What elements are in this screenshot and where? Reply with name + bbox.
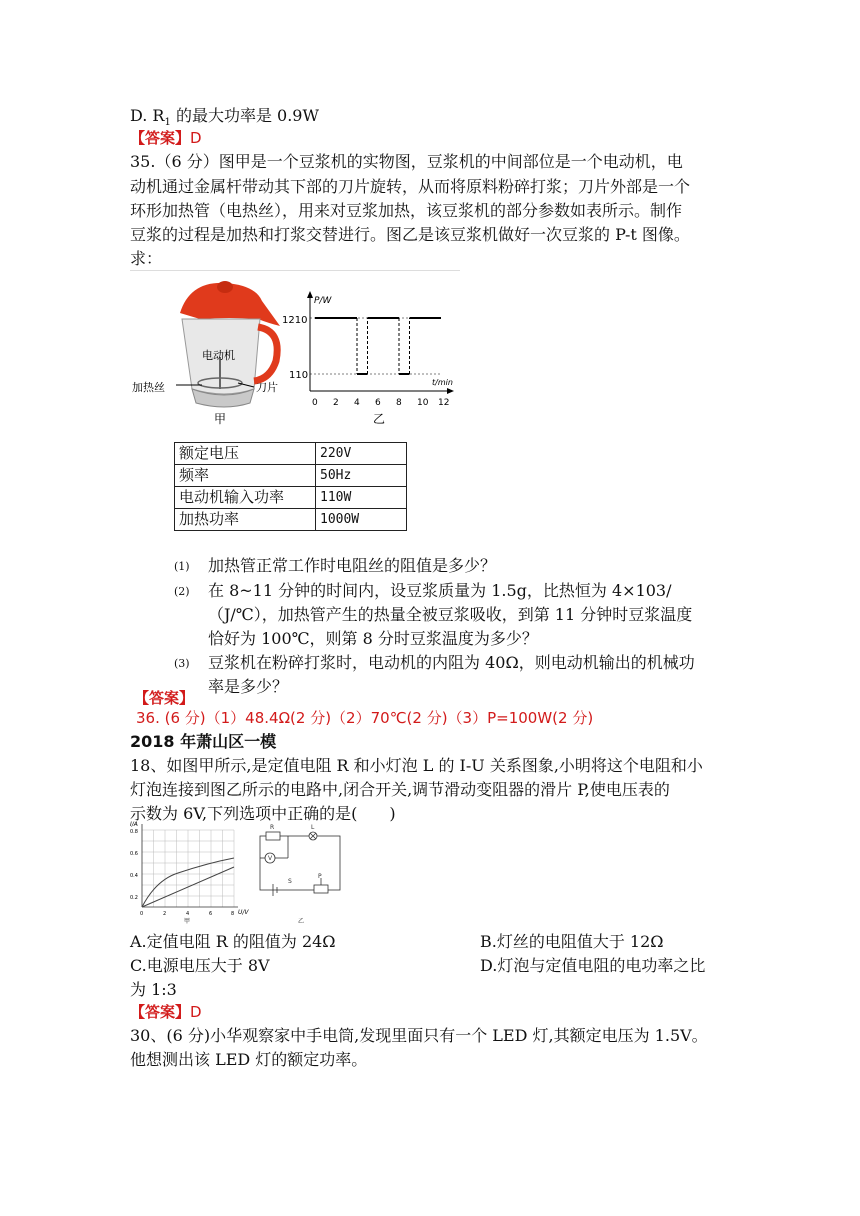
option-d: D.灯泡与定值电阻的电功率之比 bbox=[480, 956, 706, 975]
figure2-svg bbox=[128, 818, 358, 926]
parameter-row bbox=[175, 465, 407, 487]
sub-num-1: (1) bbox=[174, 560, 190, 573]
q35-line-1: 35.（6 分）图甲是一个豆浆机的实物图，豆浆机的中间部位是一个电动机，电 bbox=[130, 152, 683, 171]
answer-1: 【答案】D bbox=[130, 129, 202, 147]
section-heading: 2018 年萧山区一模 bbox=[130, 732, 277, 751]
circuit-diagram bbox=[260, 832, 340, 896]
x-tick-label: 12 bbox=[438, 398, 450, 408]
label-blade: 刀片 bbox=[256, 381, 278, 394]
iu-graph bbox=[130, 821, 249, 925]
y-tick-1210: 1210 bbox=[282, 315, 308, 326]
svg-text:0.2: 0.2 bbox=[130, 895, 138, 901]
y-tick-110: 110 bbox=[289, 370, 309, 381]
parameter-name: 额定电压 bbox=[175, 443, 316, 465]
caption-yi-2: 乙 bbox=[298, 918, 305, 925]
x-tick-label: 6 bbox=[375, 398, 381, 408]
option-c: C.电源电压大于 8V bbox=[130, 956, 270, 975]
sub-num-2: (2) bbox=[174, 585, 190, 598]
x-tick-label: 10 bbox=[417, 398, 429, 408]
parameter-value: 110W bbox=[316, 487, 407, 509]
sub-question-3a: 豆浆机在粉碎打浆时，电动机的内阻为 40Ω，则电动机输出的机械功 bbox=[208, 653, 695, 672]
caption-yi: 乙 bbox=[373, 412, 386, 426]
figure1-svg bbox=[130, 271, 460, 431]
figure-soymilk-machine bbox=[130, 270, 460, 431]
figure-iu-circuit bbox=[128, 818, 358, 926]
q30-line-2: 他想测出该 LED 灯的额定功率。 bbox=[130, 1050, 368, 1069]
q18-line-2: 灯泡连接到图乙所示的电路中,闭合开关,调节滑动变阻器的滑片 P,使电压表的 bbox=[130, 780, 670, 799]
svg-text:2: 2 bbox=[163, 911, 167, 917]
svg-text:8: 8 bbox=[231, 911, 235, 917]
soymilk-machine-illustration bbox=[132, 281, 280, 426]
y-axis-label: P/W bbox=[314, 296, 332, 306]
parameter-row bbox=[175, 443, 407, 465]
label-motor: 电动机 bbox=[202, 349, 235, 362]
svg-text:0: 0 bbox=[140, 911, 144, 917]
x-tick-label: 4 bbox=[354, 398, 360, 408]
svg-text:0.4: 0.4 bbox=[130, 873, 138, 879]
q35-line-5: 求： bbox=[130, 249, 163, 268]
svg-text:P: P bbox=[318, 873, 322, 880]
option-d-cont: 为 1:3 bbox=[130, 980, 177, 999]
svg-text:0.6: 0.6 bbox=[130, 851, 138, 857]
svg-text:V: V bbox=[268, 855, 273, 862]
q35-line-2: 动机通过金属杆带动其下部的刀片旋转，从而将原料粉碎打浆；刀片外部是一个 bbox=[130, 177, 691, 196]
svg-text:L: L bbox=[311, 824, 315, 831]
parameter-row bbox=[175, 509, 407, 531]
svg-text:6: 6 bbox=[209, 911, 213, 917]
parameter-row bbox=[175, 487, 407, 509]
sub-question-2b: （J/℃），加热管产生的热量全被豆浆吸收，到第 11 分钟时豆浆温度 bbox=[208, 605, 693, 624]
x-axis-label: t/min bbox=[432, 378, 453, 387]
sub-question-2c: 恰好为 100℃，则第 8 分时豆浆温度为多少？ bbox=[208, 629, 538, 648]
parameter-value: 50Hz bbox=[316, 465, 407, 487]
q30-line-1: 30、(6 分)小华观察家中手电筒,发现里面只有一个 LED 灯,其额定电压为 1.5V。 bbox=[130, 1026, 708, 1045]
x-tick-label: 8 bbox=[396, 398, 402, 408]
sub-question-3b: 率是多少？ bbox=[208, 677, 289, 696]
q18-line-1: 18、如图甲所示,是定值电阻 R 和小灯泡 L 的 I-U 关系图象,小明将这个电阻和小 bbox=[130, 756, 703, 775]
answer-3: 【答案】D bbox=[130, 1003, 202, 1021]
sub-num-3: (3) bbox=[174, 657, 190, 670]
parameter-name: 频率 bbox=[175, 465, 316, 487]
parameter-name: 电动机输入功率 bbox=[175, 487, 316, 509]
x-tick-label: 0 bbox=[312, 398, 318, 408]
parameter-value: 220V bbox=[316, 443, 407, 465]
svg-text:R: R bbox=[270, 824, 275, 831]
option-b: B.灯丝的电阻值大于 12Ω bbox=[480, 932, 664, 951]
parameter-name: 加热功率 bbox=[175, 509, 316, 531]
caption-jia-2: 甲 bbox=[184, 918, 191, 925]
sub-question-2a: 在 8~11 分钟的时间内，设豆浆质量为 1.5g，比热恒为 4×103/ bbox=[208, 581, 672, 600]
svg-text:S: S bbox=[288, 878, 292, 885]
caption-jia: 甲 bbox=[214, 412, 227, 426]
svg-text:0.8: 0.8 bbox=[130, 829, 138, 835]
power-time-chart bbox=[282, 291, 454, 426]
q35-line-3: 环形加热管（电热丝），用来对豆浆加热，该豆浆机的部分参数如表所示。制作 bbox=[130, 201, 683, 220]
q18-line-3: 示数为 6V,下列选项中正确的是( ) bbox=[130, 804, 396, 823]
answer-2-label: 【答案】 bbox=[134, 689, 195, 707]
option-d-line: D. $R_1$ 的最大功率是 0.9W bbox=[130, 106, 319, 129]
parameter-table bbox=[174, 442, 407, 531]
svg-text:4: 4 bbox=[186, 911, 190, 917]
label-heater: 加热丝 bbox=[132, 381, 165, 394]
iu-x-label: U/V bbox=[238, 909, 249, 916]
option-a: A.定值电阻 R 的阻值为 24Ω bbox=[130, 932, 336, 951]
sub-question-1: 加热管正常工作时电阻丝的阻值是多少？ bbox=[208, 556, 497, 575]
parameter-value: 1000W bbox=[316, 509, 407, 531]
iu-y-label: I/A bbox=[130, 821, 138, 828]
answer-2-value: 36. (6 分)（1）48.4Ω(2 分)（2）70℃(2 分)（3）P=100W(2 分) bbox=[136, 709, 594, 727]
q35-line-4: 豆浆的过程是加热和打浆交替进行。图乙是该豆浆机做好一次豆浆的 P-t 图像。 bbox=[130, 225, 690, 244]
x-tick-label: 2 bbox=[333, 398, 339, 408]
